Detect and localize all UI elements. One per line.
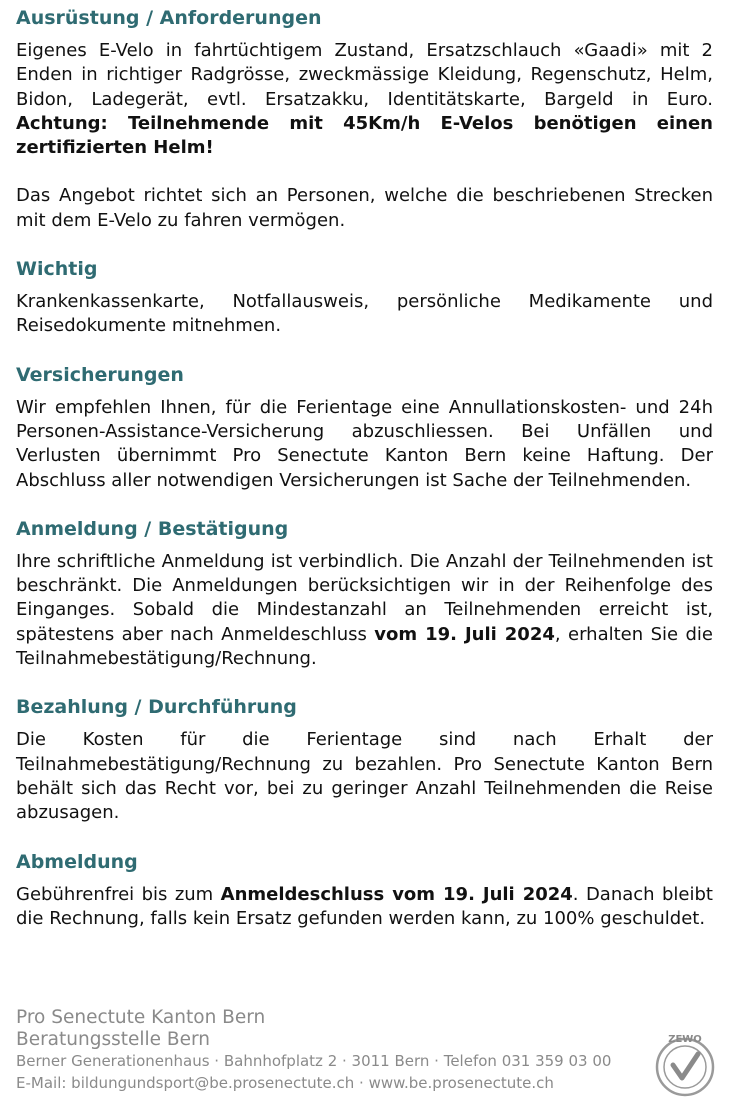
section-versicherungen [16, 363, 713, 493]
text-normal: Gebührenfrei bis zum [16, 883, 221, 905]
footer-office: Beratungsstelle Bern [16, 1028, 210, 1050]
text-normal-end: , erhalten Sie die Teilnahmebestätigung/Rechnung. [16, 623, 713, 670]
text-bold-deadline: Anmeldeschluss vom 19. Juli 2024 [220, 883, 573, 905]
document-body [16, 6, 713, 931]
footer-contact: E-Mail: bildungundsport@be.prosenectute.ch · www.be.prosenectute.ch [16, 1074, 554, 1092]
text-bold-warning: Achtung: Teilnehmende mit 45Km/h E-Velos benötigen einen zertifizierten Helm! [16, 112, 713, 159]
paragraph-angebot: Das Angebot richtet sich an Personen, welche die beschriebenen Strecken mit dem E-Velo zu fahren vermögen. [16, 185, 713, 231]
paragraph-abmeldung [16, 883, 713, 932]
paragraph-bezahlung: Die Kosten für die Ferientage sind nach Erhalt der Teilnahmebestätigung/Rechnung zu bezahlen. Pro Senectute Kanton Bern behält sich das Recht vor, bei zu geringer Anzahl Teilnehmenden die Reise abzusagen. [16, 729, 713, 824]
paragraph-anmeldung [16, 550, 713, 671]
section-bezahlung [16, 695, 713, 825]
zewo-seal-icon [654, 1032, 716, 1098]
heading-bezahlung: Bezahlung / Durchführung [16, 696, 297, 719]
heading-wichtig: Wichtig [16, 258, 98, 281]
text-normal: Ihre schriftliche Anmeldung ist verbindlich. Die Anzahl der Teilnehmenden ist beschränkt. Die Anmeldungen berücksichtigen wir in der Reihenfolge des Einganges. Sobald die Mindestanzahl an Teilnehmenden erreicht ist, spätestens aber nach Anmeldeschluss [16, 550, 713, 645]
text-normal: Eigenes E-Velo in fahrtüchtigem Zustand, Ersatzschlauch «Gaadi» mit 2 Enden in richtiger Radgrösse, zweckmässige Kleidung, Regenschutz, Helm, Bidon, Ladegerät, evtl. Ersatzakku, Identitätskarte, Bargeld in Euro. [16, 40, 713, 110]
section-ausruestung [16, 6, 713, 233]
heading-anmeldung: Anmeldung / Bestätigung [16, 517, 289, 540]
heading-versicherungen: Versicherungen [16, 363, 184, 386]
footer-org: Pro Senectute Kanton Bern [16, 1007, 266, 1028]
paragraph-versicherungen: Wir empfehlen Ihnen, für die Ferientage eine Annullationskosten- und 24h Personen-Assistance-Versicherung abzuschliessen. Bei Unfällen und Verlusten übernimmt Pro Senectute Kanton Bern keine Haftung. Der Abschluss aller notwendigen Versicherungen ist Sache der Teilnehmenden. [16, 396, 713, 491]
footer [16, 1007, 656, 1094]
heading-abmeldung: Abmeldung [16, 850, 138, 873]
seal-label: ZEWO [668, 1034, 702, 1045]
text-bold-deadline: vom 19. Juli 2024 [374, 623, 555, 645]
footer-address: Berner Generationenhaus · Bahnhofplatz 2 · 3011 Bern · Telefon 031 359 03 00 [16, 1052, 612, 1070]
paragraph-ausruestung [16, 39, 713, 160]
heading-ausruestung: Ausrüstung / Anforderungen [16, 7, 322, 29]
paragraph-wichtig: Krankenkassenkarte, Notfallausweis, persönliche Medikamente und Reisedokumente mitnehmen. [16, 291, 713, 337]
section-abmeldung [16, 850, 713, 932]
section-wichtig [16, 257, 713, 339]
section-anmeldung [16, 517, 713, 671]
text-normal-end: . Danach bleibt die Rechnung, falls kein Ersatz gefunden werden kann, zu 100% geschuldet. [16, 883, 713, 929]
